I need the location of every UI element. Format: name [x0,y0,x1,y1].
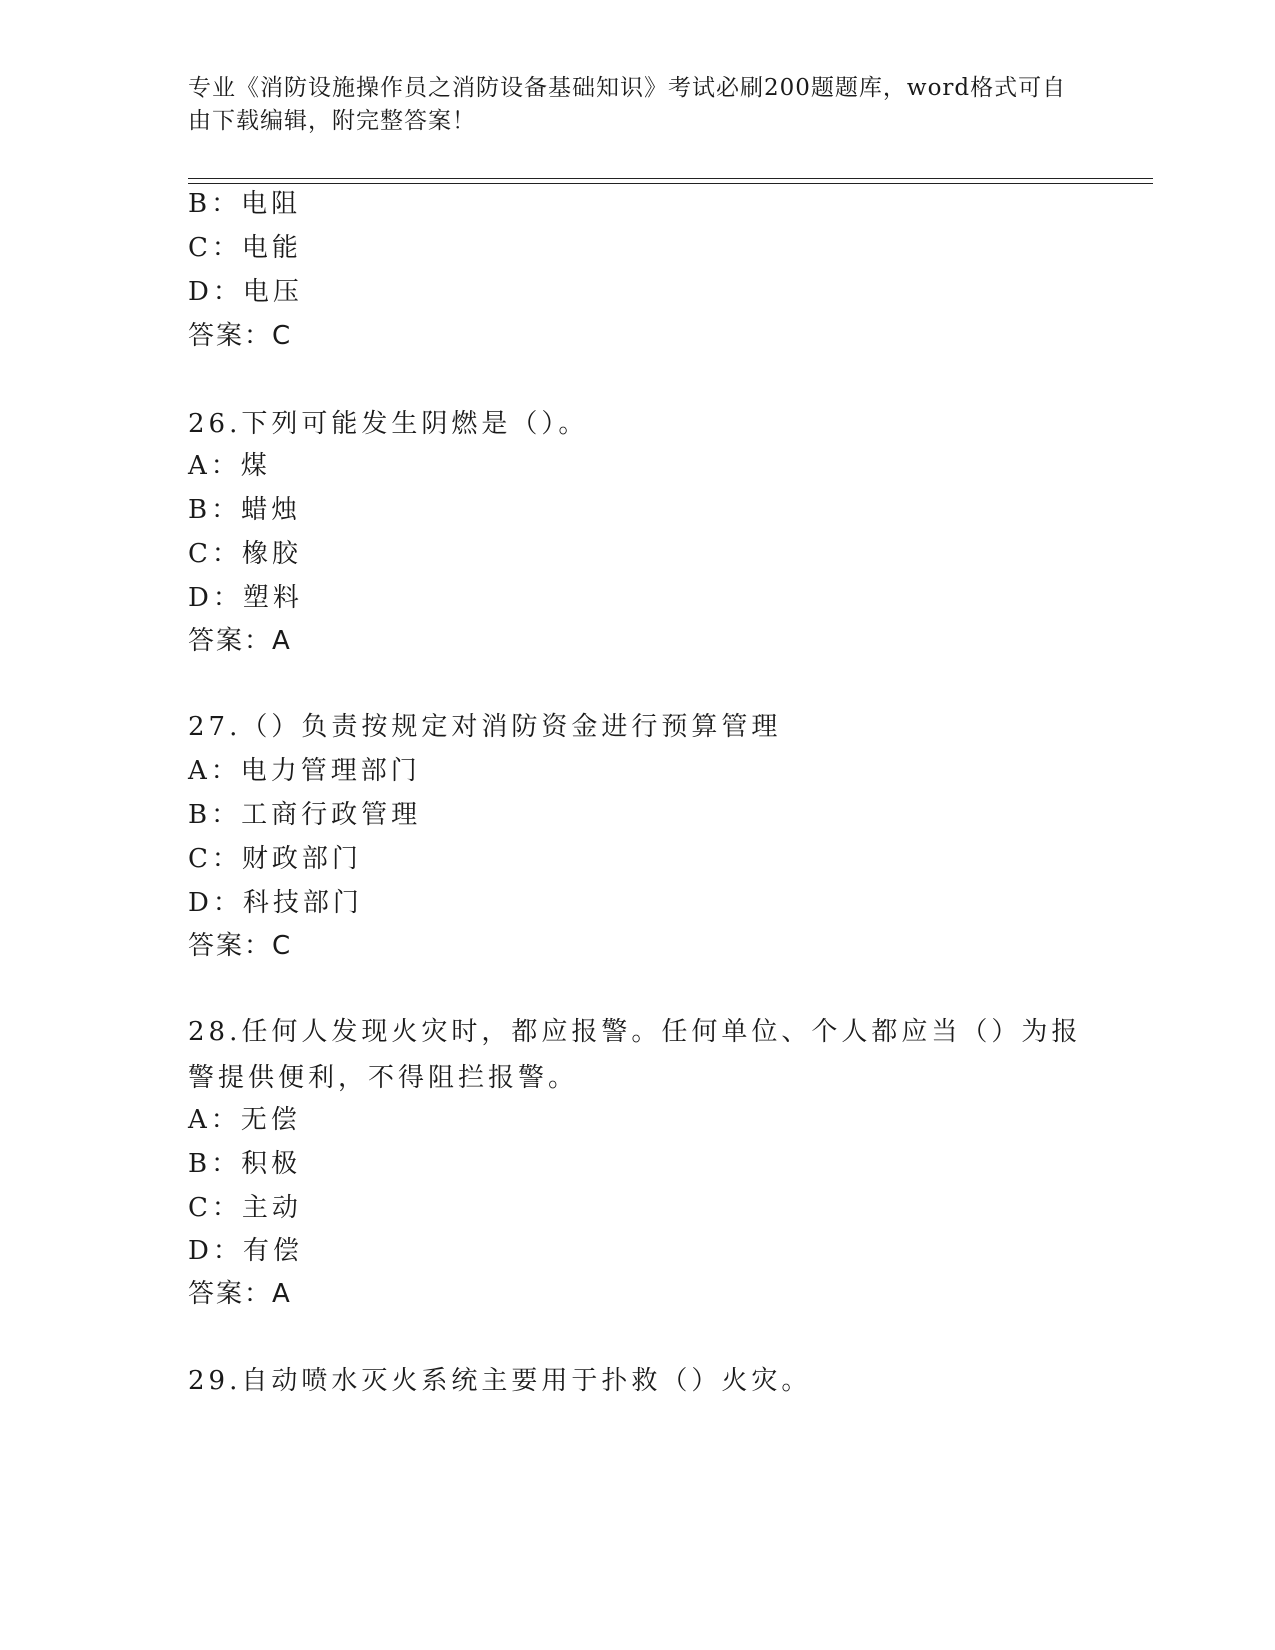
q27-option-b: B：工商行政管理 [188,800,422,830]
q27-option-d: D：科技部门 [188,888,363,918]
document-header: 专业《消防设施操作员之消防设备基础知识》考试必刷200题题库，word格式可自由下载编辑，附完整答案！ [188,75,1067,134]
header-divider-top [188,178,1153,179]
q27-option-a: A：电力管理部门 [188,756,421,786]
q27-option-c: C：财政部门 [188,844,362,874]
q25-option-d: D：电压 [188,277,303,307]
q25-answer: 答案：C [188,321,293,351]
q28-question: 28.任何人发现火灾时，都应报警。任何单位、个人都应当（）为报警提供便利，不得阻拦报警。 [188,1017,1082,1093]
q26-question: 26.下列可能发生阴燃是（）。 [188,409,589,439]
q26-option-b: B：蜡烛 [188,495,302,525]
q27-question: 27.（）负责按规定对消防资金进行预算管理 [188,712,782,742]
q26-option-d: D：塑料 [188,583,303,613]
q25-option-b: B：电阻 [188,189,302,219]
q28-answer: 答案：A [188,1279,292,1309]
q26-option-c: C：橡胶 [188,539,302,569]
q25-option-c: C：电能 [188,233,302,263]
q28-option-c: C：主动 [188,1193,302,1223]
q26-answer: 答案：A [188,626,292,656]
q28-option-a: A：无偿 [188,1105,301,1135]
q28-option-b: B：积极 [188,1149,302,1179]
header-divider-bottom [188,183,1153,184]
q27-answer: 答案：C [188,931,293,961]
q26-option-a: A：煤 [188,451,271,481]
q29-question: 29.自动喷水灭火系统主要用于扑救（）火灾。 [188,1366,812,1396]
q28-option-d: D：有偿 [188,1236,303,1266]
